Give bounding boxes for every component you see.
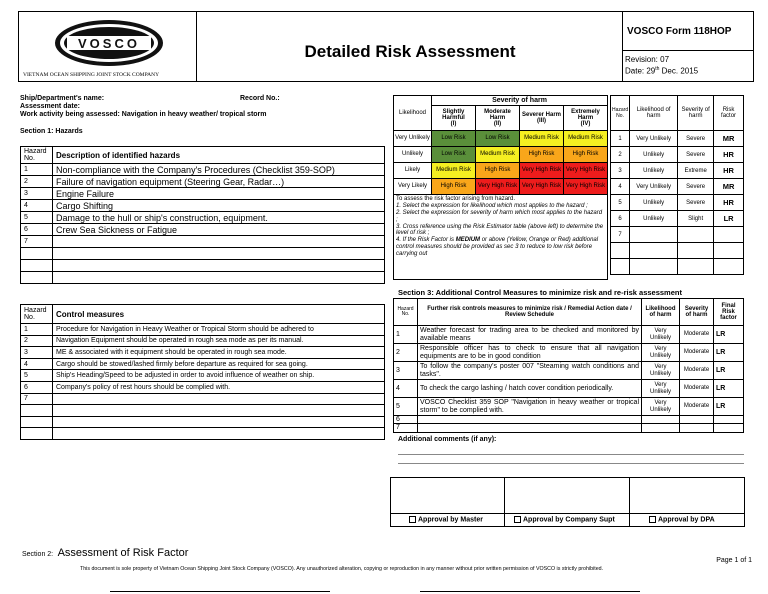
rf-severity: Slight	[678, 211, 714, 227]
risk-cell: Medium Risk	[432, 163, 476, 179]
s3-likelihood	[642, 424, 680, 432]
rf-risk	[714, 259, 744, 275]
table-row	[21, 428, 385, 440]
svg-text:VOSCO: VOSCO	[78, 36, 140, 51]
risk-cell: Medium Risk	[520, 131, 564, 147]
rf-severity	[678, 259, 714, 275]
table-row	[21, 224, 385, 236]
document-header	[18, 11, 754, 82]
control-no: 3	[21, 347, 53, 359]
s3-measure: To check the cargo lashing / hatch cover condition periodically.	[418, 380, 642, 398]
control-desc	[53, 393, 385, 405]
table-row	[394, 380, 744, 398]
control-desc	[53, 405, 385, 417]
s3-severity: Moderate	[680, 398, 714, 416]
hazard-desc: Crew Sea Sickness or Fatigue	[53, 224, 385, 236]
form-number: VOSCO Form 118HOP	[627, 26, 732, 37]
s3-measure: Weather forecast for trading area to be checked and monitored by available means	[418, 326, 642, 344]
hazard-no	[21, 248, 53, 260]
rf-no: 1	[611, 131, 630, 147]
company-name: VIETNAM OCEAN SHIPPING JOINT STOCK COMPANY	[23, 72, 160, 78]
control-no	[21, 428, 53, 440]
hazard-desc: Failure of navigation equipment (Steering Gear, Radar…)	[53, 176, 385, 188]
matrix-row	[394, 179, 608, 195]
s3-measure: To follow the company's poster 007 "Steaming watch conditions and tasks".	[418, 362, 642, 380]
ship-name-label: Ship/Department's name:	[20, 95, 105, 102]
divider	[504, 478, 505, 526]
s3-no: 6	[394, 416, 418, 424]
rf-likelihood: Unlikely	[630, 163, 678, 179]
s3-no-header: Hazard No.	[394, 299, 418, 326]
checkbox-icon[interactable]	[409, 516, 416, 523]
control-no: 2	[21, 335, 53, 347]
rf-likelihood	[630, 227, 678, 243]
control-desc	[53, 428, 385, 440]
table-row	[21, 335, 385, 347]
likelihood-label: Unlikely	[394, 147, 432, 163]
s3-severity: Moderate	[680, 344, 714, 362]
risk-cell: High Risk	[520, 147, 564, 163]
rf-no: 3	[611, 163, 630, 179]
rf-risk: MR	[714, 179, 744, 195]
s3-no: 2	[394, 344, 418, 362]
rf-likelihood: Unlikely	[630, 195, 678, 211]
rf-risk: HR	[714, 147, 744, 163]
s3-measures-header: Further risk controls measures to minimize risk / Remedial Action date / Review Schedule	[418, 299, 642, 326]
hazard-desc-header: Description of identified hazards	[53, 147, 385, 164]
instruction-4: 4. If the Risk Factor is MEDIUM or above (Yellow, Orange or Red) additional control measures should be provided as sec 3 to reduce to low risk before carrying out	[396, 237, 599, 258]
table-row	[611, 211, 744, 227]
table-row	[394, 398, 744, 416]
s3-risk	[714, 424, 744, 432]
rf-severity	[678, 227, 714, 243]
table-row	[21, 248, 385, 260]
table-row	[611, 163, 744, 179]
risk-cell: High Risk	[564, 147, 608, 163]
table-row	[394, 416, 744, 424]
risk-cell: Very High Risk	[520, 179, 564, 195]
rf-risk: HR	[714, 163, 744, 179]
table-row	[21, 260, 385, 272]
rf-likelihood	[630, 259, 678, 275]
comment-line-2	[398, 463, 744, 464]
rf-no-header: Hazard No.	[611, 96, 630, 131]
s3-risk: LR	[714, 398, 744, 416]
approval-master[interactable]: Approval by Master	[409, 516, 483, 523]
revision-date: Date: 29th Dec. 2015	[625, 66, 699, 76]
s3-likelihood-header: Likelihood of harm	[642, 299, 680, 326]
likelihood-header: Likelihood	[394, 96, 432, 131]
likelihood-label: Very Likely	[394, 179, 432, 195]
divider	[420, 591, 640, 592]
control-desc: Ship's Heading/Speed to be adjusted in order to avoid influence of weather on ship.	[53, 370, 385, 382]
rf-likelihood: Very Unlikely	[630, 179, 678, 195]
matrix-row	[394, 147, 608, 163]
hazard-desc	[53, 248, 385, 260]
section3-title: Section 3: Additional Control Measures to minimize risk and re-risk assessment	[398, 288, 682, 297]
s3-no: 5	[394, 398, 418, 416]
table-row	[394, 326, 744, 344]
risk-cell: Very High Risk	[520, 163, 564, 179]
rf-severity: Extreme	[678, 163, 714, 179]
table-row	[21, 272, 385, 284]
vosco-logo	[53, 18, 165, 68]
table-row	[21, 212, 385, 224]
instruction-line: 1. Select the expression for likelihood which most applies to the hazard ;	[396, 202, 588, 209]
assessment-instructions	[394, 195, 608, 280]
s3-likelihood	[642, 416, 680, 424]
table-row	[21, 236, 385, 248]
divider	[110, 591, 330, 592]
rf-risk: MR	[714, 131, 744, 147]
table-row	[21, 347, 385, 359]
table-row	[21, 381, 385, 393]
assessment-date-label: Assessment date:	[20, 103, 80, 110]
instruction-line: 2. Select the expression for severity of harm which most applies to the hazard ;	[396, 209, 603, 223]
table-row	[611, 195, 744, 211]
rf-risk: LR	[714, 211, 744, 227]
table-row	[21, 370, 385, 382]
table-row	[21, 393, 385, 405]
s3-likelihood: Very Unlikely	[642, 344, 680, 362]
title-cell	[197, 12, 623, 81]
table-row	[394, 362, 744, 380]
risk-cell: Very High Risk	[564, 163, 608, 179]
control-no	[21, 405, 53, 417]
hazard-no: 2	[21, 176, 53, 188]
s3-no: 4	[394, 380, 418, 398]
matrix-row	[394, 163, 608, 179]
approval-supt[interactable]: Approval by Company Supt	[514, 516, 615, 523]
instruction-line: 3. Cross reference using the Risk Estimator table (above left) to determine the level of risk ;	[396, 223, 604, 237]
divider	[623, 50, 753, 51]
s3-severity	[680, 416, 714, 424]
section1-title: Section 1: Hazards	[20, 128, 83, 135]
rf-likelihood	[630, 243, 678, 259]
rf-likelihood: Very Unlikely	[630, 131, 678, 147]
s3-measure: VOSCO Checklist 359 SOP "Navigation in heavy weather or tropical storm" to be complied with.	[418, 398, 642, 416]
footer-notice: This document is sole property of Vietnam Ocean Shipping Joint Stock Company (VOSCO). Any unauthorized alteration, copying or reproduction in any manner without prior written permission of VOSCO is strictly prohibited.	[80, 566, 604, 572]
rf-severity: Severe	[678, 179, 714, 195]
hazard-desc	[53, 236, 385, 248]
rf-no	[611, 259, 630, 275]
rf-severity: Severe	[678, 131, 714, 147]
risk-cell: Medium Risk	[564, 131, 608, 147]
rf-likelihood-header: Likelihood of harm	[630, 96, 678, 131]
checkbox-icon[interactable]	[514, 516, 521, 523]
s3-risk: LR	[714, 380, 744, 398]
risk-cell: Low Risk	[476, 131, 520, 147]
table-row	[21, 164, 385, 176]
s3-severity: Moderate	[680, 326, 714, 344]
work-activity: Work activity being assessed: Navigation in heavy weather/ tropical storm	[20, 111, 267, 118]
instruction-line: To assess the risk factor arising from hazard.	[396, 196, 516, 202]
comments-label: Additional comments (if any):	[398, 436, 497, 443]
s3-likelihood: Very Unlikely	[642, 362, 680, 380]
s3-measure	[418, 424, 642, 432]
matrix-row	[394, 131, 608, 147]
control-desc: Navigation Equipment should be operated in rough sea mode as per its manual.	[53, 335, 385, 347]
page-title: Detailed Risk Assessment	[304, 42, 516, 61]
rf-no: 7	[611, 227, 630, 243]
s3-risk: LR	[714, 344, 744, 362]
severity-col-header: Moderate Harm (II)	[476, 106, 520, 131]
s3-no: 1	[394, 326, 418, 344]
hazard-no: 6	[21, 224, 53, 236]
control-desc: Cargo should be stowed/lashed firmly before departure as required for sea going.	[53, 358, 385, 370]
record-no-label: Record No.:	[240, 95, 280, 102]
risk-factor-table	[610, 95, 744, 275]
s3-severity	[680, 424, 714, 432]
logo-cell	[19, 12, 197, 81]
s3-measure: Responsible officer has to check to ensure that all navigation equipments are to be in good condition	[418, 344, 642, 362]
risk-cell: High Risk	[432, 179, 476, 195]
likelihood-label: Very Unlikely	[394, 131, 432, 147]
section2-title: Section 2: Assessment of Risk Factor	[22, 547, 189, 559]
control-no	[21, 416, 53, 428]
control-desc: Procedure for Navigation in Heavy Weather or Tropical Storm should be adhered to	[53, 324, 385, 336]
s3-severity: Moderate	[680, 362, 714, 380]
divider	[391, 513, 744, 514]
table-row	[21, 416, 385, 428]
risk-cell: Low Risk	[432, 131, 476, 147]
rf-no: 5	[611, 195, 630, 211]
hazard-desc: Engine Failure	[53, 188, 385, 200]
s3-risk: LR	[714, 326, 744, 344]
control-measures-table	[20, 304, 385, 440]
table-row	[611, 131, 744, 147]
control-no: 1	[21, 324, 53, 336]
table-row	[394, 344, 744, 362]
s3-likelihood: Very Unlikely	[642, 380, 680, 398]
rf-likelihood: Unlikely	[630, 147, 678, 163]
risk-cell: Very High Risk	[564, 179, 608, 195]
hazard-desc	[53, 260, 385, 272]
table-row	[21, 405, 385, 417]
rf-likelihood: Unlikely	[630, 211, 678, 227]
risk-cell: High Risk	[476, 163, 520, 179]
table-row	[21, 324, 385, 336]
control-desc-header: Control measures	[53, 305, 385, 324]
control-desc	[53, 416, 385, 428]
hazard-no: 5	[21, 212, 53, 224]
table-row	[611, 227, 744, 243]
control-no-header: Hazard No.	[21, 305, 53, 324]
hazards-table	[20, 146, 385, 284]
revision: Revision: 07	[625, 55, 670, 64]
table-row	[611, 243, 744, 259]
table-row	[21, 176, 385, 188]
hazard-desc	[53, 272, 385, 284]
rf-no	[611, 243, 630, 259]
rf-risk	[714, 227, 744, 243]
s3-risk-header: Final Risk factor	[714, 299, 744, 326]
table-row	[611, 259, 744, 275]
s3-severity-header: Severity of harm	[680, 299, 714, 326]
additional-controls-table	[393, 298, 744, 433]
hazard-no: 3	[21, 188, 53, 200]
table-row	[21, 188, 385, 200]
control-no: 4	[21, 358, 53, 370]
rf-no: 4	[611, 179, 630, 195]
hazard-no	[21, 260, 53, 272]
rf-no: 2	[611, 147, 630, 163]
s3-risk: LR	[714, 362, 744, 380]
checkbox-icon[interactable]	[649, 516, 656, 523]
severity-col-header: Extremely Harm (IV)	[564, 106, 608, 131]
approval-box	[390, 477, 745, 527]
rf-risk-header: Risk factor	[714, 96, 744, 131]
risk-cell: Low Risk	[432, 147, 476, 163]
divider	[629, 478, 630, 526]
form-info-cell	[623, 12, 753, 81]
likelihood-label: Likely	[394, 163, 432, 179]
hazard-desc: Damage to the hull or ship's construction, equipment.	[53, 212, 385, 224]
severity-col-header: Severer Harm (III)	[520, 106, 564, 131]
control-desc: Company's policy of rest hours should be complied with.	[53, 381, 385, 393]
risk-estimator-matrix	[393, 95, 608, 280]
hazard-desc: Cargo Shifting	[53, 200, 385, 212]
s3-measure	[418, 416, 642, 424]
s3-likelihood: Very Unlikely	[642, 398, 680, 416]
s3-severity: Moderate	[680, 380, 714, 398]
hazard-desc: Non-compliance with the Company's Procedures (Checklist 359-SOP)	[53, 164, 385, 176]
control-desc: ME & associated with it equipment should be operated in rough sea mode.	[53, 347, 385, 359]
hazard-no: 1	[21, 164, 53, 176]
rf-severity-header: Severity of harm	[678, 96, 714, 131]
s3-risk	[714, 416, 744, 424]
page-number: Page 1 of 1	[716, 557, 752, 564]
severity-col-header: Slightly Harmful (I)	[432, 106, 476, 131]
hazard-no: 4	[21, 200, 53, 212]
control-no: 6	[21, 381, 53, 393]
rf-severity: Severe	[678, 195, 714, 211]
hazard-no	[21, 272, 53, 284]
severity-header: Severity of harm	[432, 96, 608, 106]
s3-no: 3	[394, 362, 418, 380]
rf-risk: HR	[714, 195, 744, 211]
s3-no: 7	[394, 424, 418, 432]
control-no: 7	[21, 393, 53, 405]
rf-no: 6	[611, 211, 630, 227]
control-no: 5	[21, 370, 53, 382]
risk-cell: Medium Risk	[476, 147, 520, 163]
table-row	[611, 179, 744, 195]
table-row	[394, 424, 744, 432]
s3-likelihood: Very Unlikely	[642, 326, 680, 344]
comment-line-1	[398, 454, 744, 455]
risk-cell: Very High Risk	[476, 179, 520, 195]
table-row	[21, 358, 385, 370]
rf-severity: Severe	[678, 147, 714, 163]
table-row	[611, 147, 744, 163]
table-row	[21, 200, 385, 212]
hazard-no-header: Hazard No.	[21, 147, 53, 164]
rf-risk	[714, 243, 744, 259]
approval-dpa[interactable]: Approval by DPA	[649, 516, 715, 523]
rf-severity	[678, 243, 714, 259]
hazard-no: 7	[21, 236, 53, 248]
